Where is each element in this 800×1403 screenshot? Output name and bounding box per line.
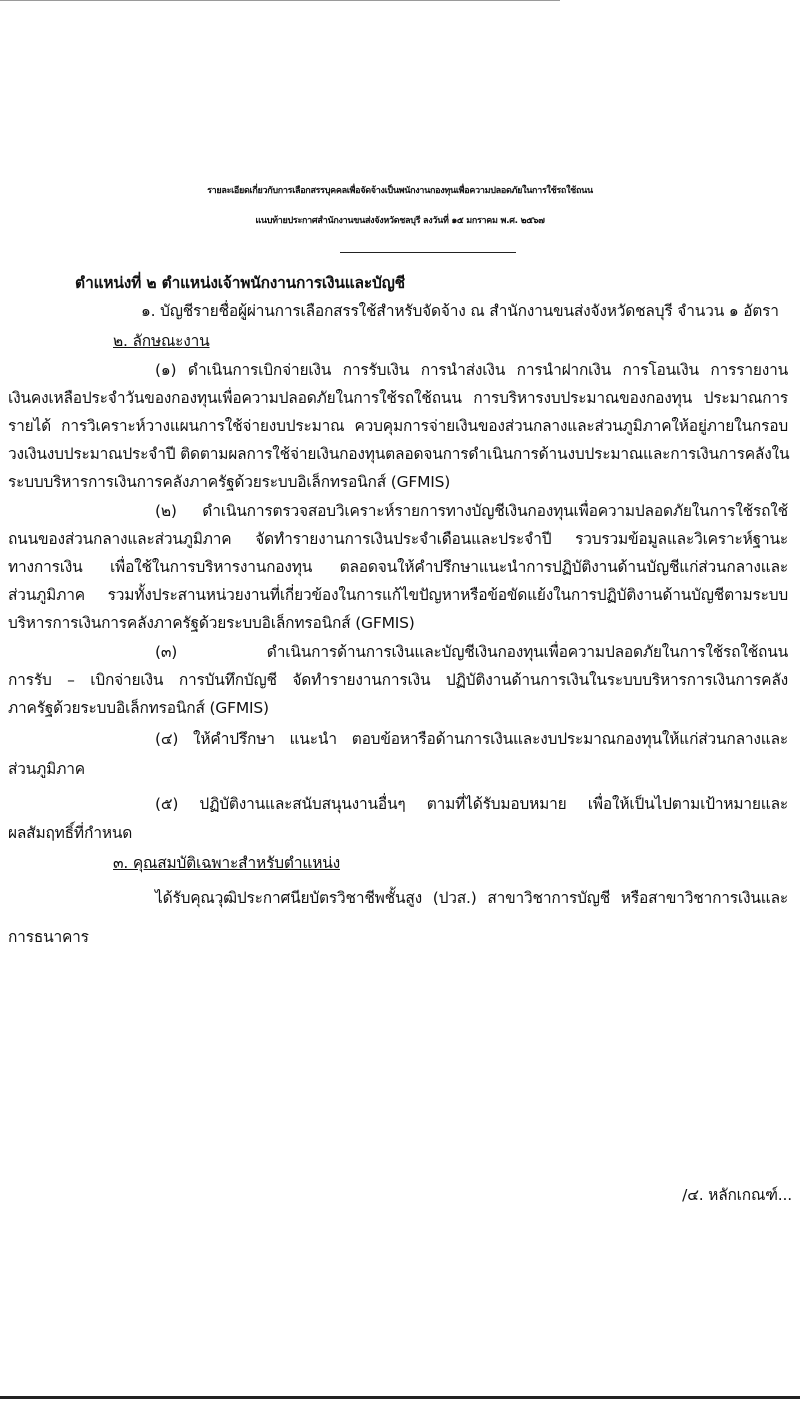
duty-5-line-1: (๕) ปฏิบัติงานและสนับสนุนงานอื่นๆ ตามที่ได้รับมอบหมาย เพื่อให้เป็นไปตามเป้าหมายและ — [155, 795, 788, 813]
duty-1-line-3: รายได้ การวิเคราะห์วางแผนการใช้จ่ายงบประมาณ ควบคุมการจ่ายเงินของส่วนกลางและส่วนภูมิภาคให้อยู่ภายในกรอบ — [8, 417, 788, 435]
scan-top-edge-line — [0, 0, 560, 1]
item-3-heading: ๓. คุณสมบัติเฉพาะสำหรับตำแหน่ง — [113, 854, 340, 872]
duty-1-line-5: ระบบบริหารการเงินการคลังภาครัฐด้วยระบบอิเล็กทรอนิกส์ (GFMIS) — [8, 473, 451, 491]
duty-2-line-1: (๒) ดำเนินการตรวจสอบวิเคราะห์รายการทางบัญชีเงินกองทุนเพื่อความปลอดภัยในการใช้รถใช้ — [155, 502, 788, 520]
continuation-note: /๔. หลักเกณฑ์... — [682, 1186, 792, 1204]
duty-1-line-4: วงเงินงบประมาณประจำปี ติดตามผลการใช้จ่ายเงินกองทุนตลอดจนการดำเนินการด้านงบประมาณและการเงินการคลังใน — [8, 445, 790, 463]
duty-3-line-2: การรับ – เบิกจ่ายเงิน การบันทึกบัญชี จัดทำรายงานการเงิน ปฏิบัติงานด้านการเงินในระบบบริหารการเงินการคลัง — [8, 671, 788, 689]
duty-4-line-1: (๔) ให้คำปรึกษา แนะนำ ตอบข้อหารือด้านการเงินและงบประมาณกองทุนให้แก่ส่วนกลางและ — [155, 730, 788, 748]
position-heading: ตำแหน่งที่ ๒ ตำแหน่งเจ้าพนักงานการเงินและบัญชี — [75, 274, 405, 292]
duty-1-line-1: (๑) ดำเนินการเบิกจ่ายเงิน การรับเงิน การนำส่งเงิน การนำฝากเงิน การโอนเงิน การรายงาน — [155, 361, 788, 379]
qualification-line-1: ได้รับคุณวุฒิประกาศนียบัตรวิชาชีพชั้นสูง (ปวส.) สาขาวิชาการบัญชี หรือสาขาวิชาการเงินและ — [155, 889, 788, 907]
item-1-text: ๑. บัญชีรายชื่อผู้ผ่านการเลือกสรรใช้สำหรับจัดจ้าง ณ สำนักงานขนส่งจังหวัดชลบุรี จำนวน ๑ อัตรา — [141, 302, 779, 320]
duty-5-line-2: ผลสัมฤทธิ์ที่กำหนด — [8, 824, 133, 842]
duty-2-line-2: ถนนของส่วนกลางและส่วนภูมิภาค จัดทำรายงานการเงินประจำเดือนและประจำปี รวบรวมข้อมูลและวิเคราะห์ฐานะ — [8, 530, 788, 548]
duty-2-line-4: ส่วนภูมิภาค รวมทั้งประสานหน่วยงานที่เกี่ยวข้องในการแก้ไขปัญหาหรือข้อขัดแย้งในการปฏิบัติงานด้านบัญชีตามระบบ — [8, 586, 788, 604]
document-title-line-2: แนบท้ายประกาศสำนักงานขนส่งจังหวัดชลบุรี ลงวันที่ ๑๕ มกราคม พ.ศ. ๒๕๖๗ — [255, 216, 545, 226]
duty-1-line-2: เงินคงเหลือประจำวันของกองทุนเพื่อความปลอดภัยในการใช้รถใช้ถนน การบริหารงบประมาณของกองทุน ประมาณการ — [8, 389, 788, 407]
duty-3-line-1: (๓) ดำเนินการด้านการเงินและบัญชีเงินกองทุนเพื่อความปลอดภัยในการใช้รถใช้ถนน — [155, 643, 788, 661]
item-2-heading: ๒. ลักษณะงาน — [113, 332, 210, 350]
duty-4-line-2: ส่วนภูมิภาค — [8, 760, 85, 778]
document-title-line-1: รายละเอียดเกี่ยวกับการเลือกสรรบุคคลเพื่อจัดจ้างเป็นพนักงานกองทุนเพื่อความปลอดภัยในการใช้รถใช้ถนน — [207, 186, 593, 196]
duty-2-line-5: บริหารการเงินการคลังภาครัฐด้วยระบบอิเล็กทรอนิกส์ (GFMIS) — [8, 614, 415, 632]
qualification-line-2: การธนาคาร — [8, 928, 89, 946]
duty-3-line-3: ภาครัฐด้วยระบบอิเล็กทรอนิกส์ (GFMIS) — [8, 699, 269, 717]
scan-bottom-edge-line — [0, 1396, 800, 1399]
title-divider — [340, 252, 516, 253]
duty-2-line-3: ทางการเงิน เพื่อใช้ในการบริหารงานกองทุน ตลอดจนให้คำปรึกษาแนะนำการปฏิบัติงานด้านบัญชีแก่ส่วนกลางและ — [8, 558, 788, 576]
